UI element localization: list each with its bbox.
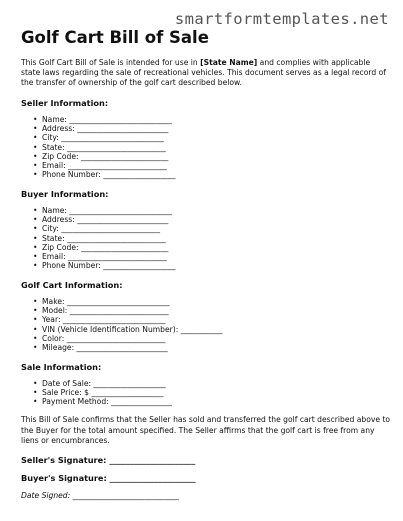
buyer-fields-list [21,206,391,271]
seller-signature-line: Seller's Signature: _____________________ [21,455,196,466]
seller-email-field: • Email: __________________________ [33,161,391,170]
buyer-information-heading: Buyer Information: [21,188,109,199]
buyer-address-field: • Address: ________________________ [33,215,391,224]
golf-cart-information-heading: Golf Cart Information: [21,279,123,290]
cart-year-field: • Year: ___________________________ [33,315,391,324]
buyer-phone-field: • Phone Number: ___________________ [33,261,391,270]
seller-fields-list [21,115,391,180]
sale-information-heading: Sale Information: [21,361,102,372]
buyer-zip-field: • Zip Code: _______________________ [33,243,391,252]
state-name-placeholder: [State Name] [200,58,258,67]
seller-zip-field: • Zip Code: _______________________ [33,152,391,161]
buyer-city-field: • City: __________________________ [33,224,391,233]
sale-date-field: • Date of Sale: ___________________ [33,379,391,388]
document-title: Golf Cart Bill of Sale [21,28,209,47]
date-signed-line: Date Signed: ____________________________ [21,491,179,501]
cart-color-field: • Color: __________________________ [33,334,391,343]
buyer-signature-line: Buyer's Signature: _____________________ [21,473,196,484]
sale-fields-list [21,379,391,407]
seller-address-field: • Address: ________________________ [33,124,391,133]
sale-price-field: • Sale Price: $ ___________________ [33,388,391,397]
bill-of-sale-document [21,28,391,500]
seller-state-field: • State: __________________________ [33,143,391,152]
cart-model-field: • Model: __________________________ [33,306,391,315]
cart-mileage-field: • Mileage: ________________________ [33,343,391,352]
seller-city-field: • City: ___________________________ [33,133,391,142]
seller-information-heading: Seller Information: [21,97,109,108]
confirmation-paragraph: This Bill of Sale confirms that the Seller has sold and transferred the golf cart described above to the Buyer for the total amount specified. The Seller affirms that the golf cart is free from any liens or encumbrances. [21,415,391,445]
watermark: smartformtemplates.net [174,10,389,28]
payment-method-field: • Payment Method: ________________ [33,397,391,406]
intro-paragraph [21,58,391,89]
cart-make-field: • Make: ___________________________ [33,297,391,306]
buyer-name-field: • Name: ___________________________ [33,206,391,215]
intro-text-before: This Golf Cart Bill of Sale is intended for use in [21,58,201,67]
seller-phone-field: • Phone Number: ___________________ [33,170,391,179]
cart-fields-list [21,297,391,353]
intro-text-after: and complies with applicable state laws regarding the sale of recreational vehicles. This document serves as a legal record of the transfer of ownership of the golf cart described below. [21,58,386,88]
buyer-state-field: • State: __________________________ [33,234,391,243]
buyer-email-field: • Email: __________________________ [33,252,391,261]
cart-vin-field: • VIN (Vehicle Identification Number): ___________ [33,325,391,334]
seller-name-field: • Name: ___________________________ [33,115,391,124]
